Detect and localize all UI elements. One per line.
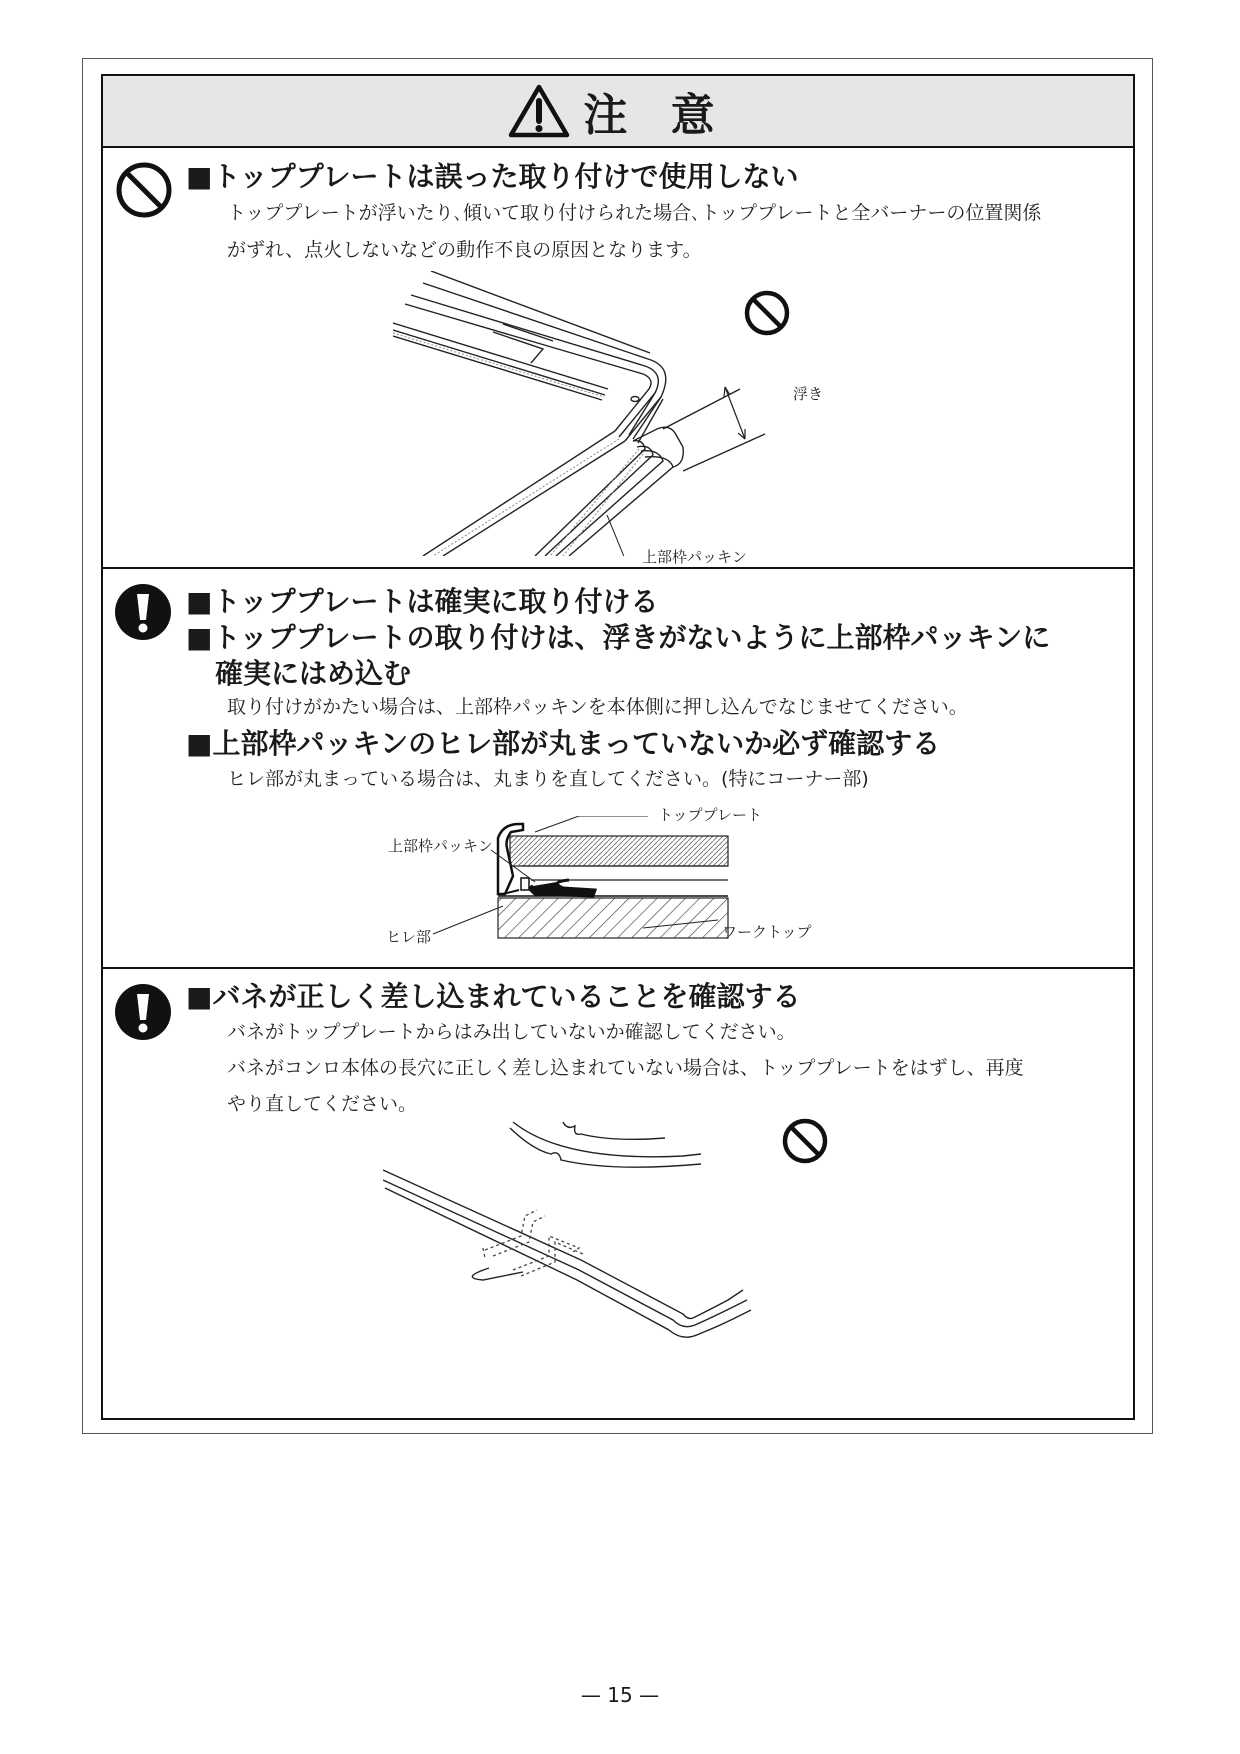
caution-title: 注 意 (583, 90, 729, 141)
section2-body1: 取り付けがかたい場合は、上部枠パッキンを本体側に押し込んでなじませてください。 (227, 696, 968, 718)
section-divider (103, 567, 1133, 569)
mandatory-exclamation-icon (113, 582, 173, 642)
section3-body-line2: バネがコンロ本体の長穴に正しく差し込まれていない場合は、トッププレートをはずし、再度 (227, 1057, 1024, 1079)
section2-heading2-line2: 確実にはめ込む (215, 657, 412, 690)
section1-body-line1: トッププレートが浮いたり､傾いて取り付けられた場合､トッププレートと全バーナーの位置関係 (227, 202, 1042, 224)
section2-heading1: ■トッププレートは確実に取り付ける (186, 585, 659, 618)
section3-heading: ■バネが正しく差し込まれていることを確認する (186, 980, 801, 1013)
prohibited-icon (781, 1117, 829, 1165)
caution-box (101, 74, 1135, 1420)
section2-body2: ヒレ部が丸まっている場合は、丸まりを直してください。(特にコーナー部) (227, 768, 869, 790)
section1-body-line2: がずれ、点火しないなどの動作不良の原因となります。 (227, 239, 702, 261)
warning-triangle-icon (507, 83, 571, 139)
section2-heading2-line1: ■トッププレートの取り付けは、浮きがないように上部枠パッキンに (186, 621, 1051, 654)
spring-insertion-illustration (383, 1120, 753, 1360)
mandatory-exclamation-icon (113, 982, 173, 1042)
label-worktop: ワークトップ (722, 923, 812, 941)
label-upper-frame-packing: 上部枠パッキン (642, 548, 747, 566)
label-fin: ヒレ部 (386, 928, 432, 946)
section3-body-line3: やり直してください。 (227, 1093, 418, 1115)
label-float: 浮き (793, 385, 824, 403)
section2-heading3: ■上部枠パッキンのヒレ部が丸まっていないか必ず確認する (186, 727, 941, 760)
label-topplate: トッププレート (658, 806, 762, 824)
section-divider (103, 967, 1133, 969)
page-number: — 15 — (580, 1683, 660, 1707)
prohibited-icon (743, 289, 791, 337)
label-upper-frame-packing: 上部枠パッキン (388, 837, 493, 855)
prohibited-icon (115, 161, 173, 219)
section1-heading: ■トッププレートは誤った取り付けで使用しない (186, 160, 799, 193)
caution-header (103, 76, 1133, 148)
section3-body-line1: バネがトッププレートからはみ出していないか確認してください。 (227, 1021, 796, 1043)
